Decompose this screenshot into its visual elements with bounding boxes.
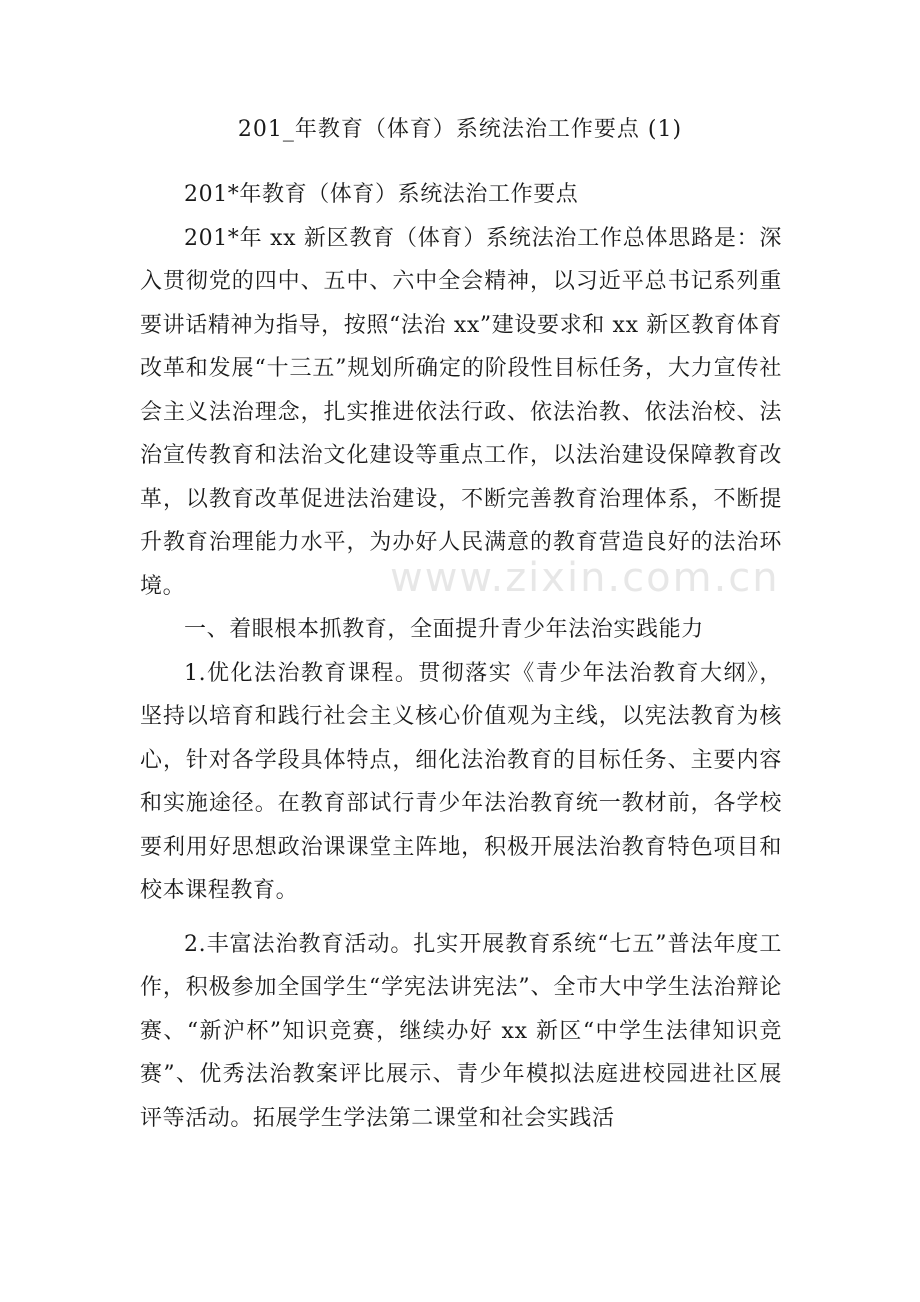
overview-paragraph: 201*年 xx 新区教育（体育）系统法治工作总体思路是：深入贯彻党的四中、五中、六中全会精神，以习近平总书记系列重要讲话精神为指导，按照“法治 xx”建设要求和 xx 新区教育体育改革和发展“十三五”规划所确定的阶段性目标任务，大力宣传社会主义法治理念，扎实推进依法行政、依法治教、依法治校、法治宣传教育和法治文化建设等重点工作，以法治建设保障教育改革，以教育改革促进法治建设，不断完善教育治理体系，不断提升教育治理能力水平，为办好人民满意的教育营造良好的法治环境。 (140, 225, 782, 599)
document-title: 201_年教育（体育）系统法治工作要点 (1) (237, 117, 683, 142)
item-paragraph-2: 2.丰富法治教育活动。扎实开展教育系统“七五”普法年度工作，积极参加全国学生“学宪法讲宪法”、全市大中学生法治辩论赛、“新沪杯”知识竞赛，继续办好 xx 新区“中学生法律知识竞赛”、优秀法治教案评比展示、青少年模拟法庭进校园进社区展评等活动。拓展学生学法第二课堂和社会实践活 (140, 931, 782, 1131)
document-body (140, 173, 782, 1140)
section-heading-1: 一、着眼根本抓教育，全面提升青少年法治实践能力 (184, 617, 704, 642)
item-paragraph-1: 1.优化法治教育课程。贯彻落实《青少年法治教育大纲》，坚持以培育和践行社会主义核心价值观为主线，以宪法教育为核心，针对各学段具体特点，细化法治教育的目标任务、主要内容和实施途径。在教育部试行青少年法治教育统一教材前，各学校要利用好思想政治课课堂主阵地，积极开展法治教育特色项目和校本课程教育。 (140, 660, 782, 903)
subtitle-paragraph: 201*年教育（体育）系统法治工作要点 (184, 182, 579, 207)
watermark: www.zixin.com.cn (390, 555, 780, 601)
